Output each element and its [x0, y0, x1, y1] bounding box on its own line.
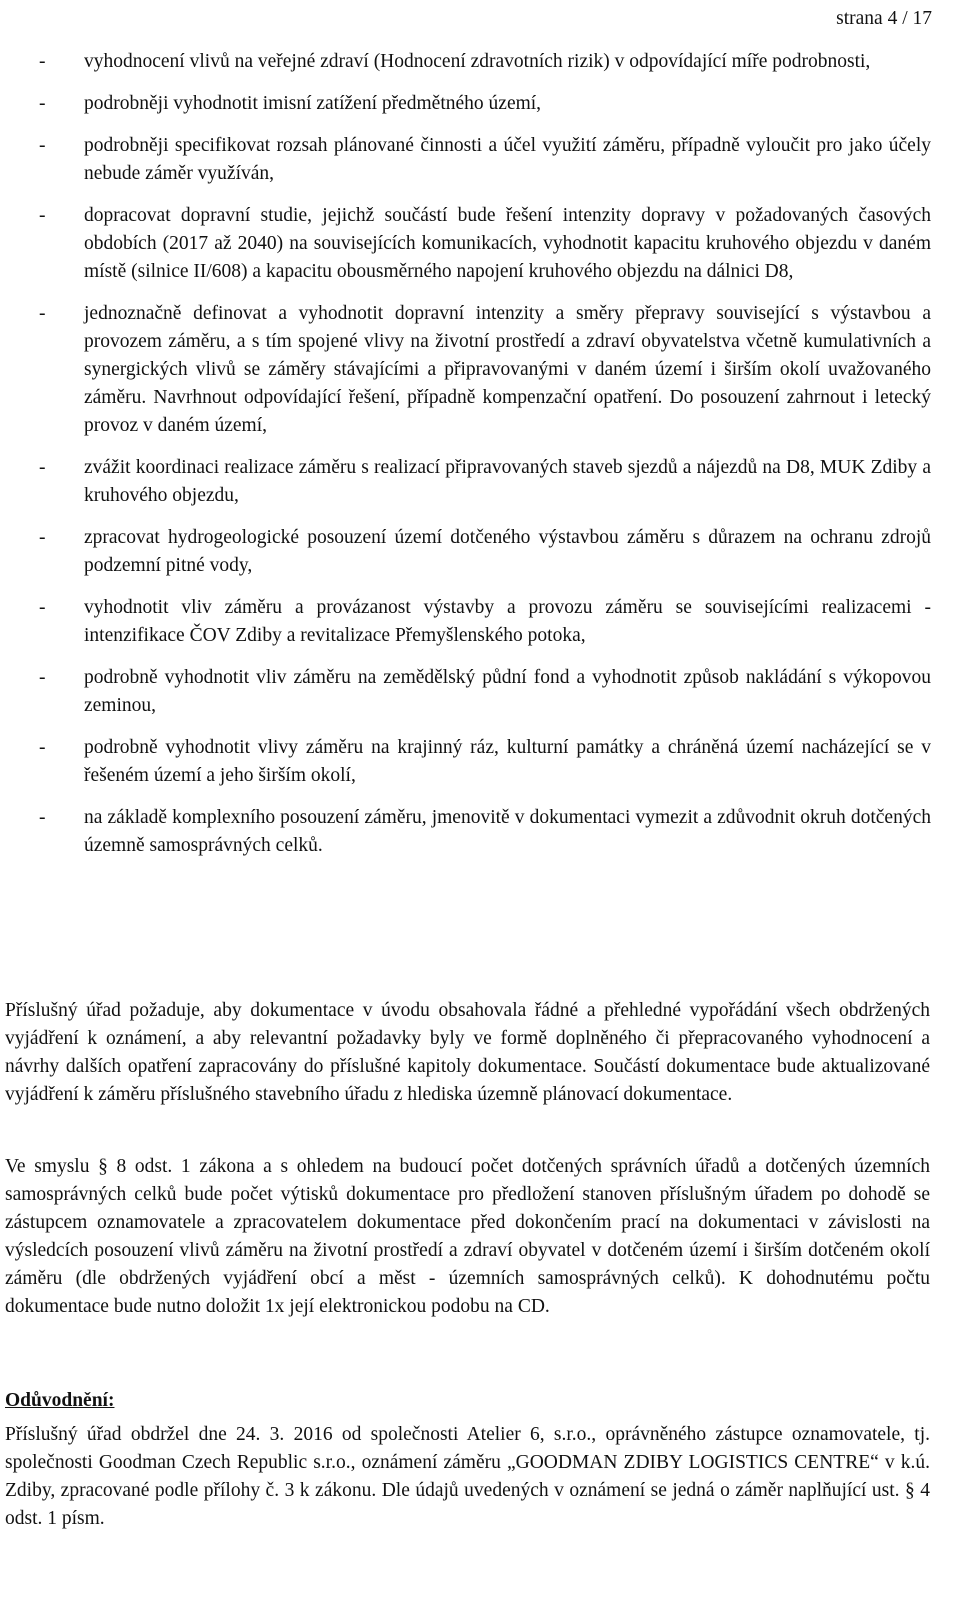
list-item	[39, 524, 931, 580]
list-item	[39, 132, 931, 188]
requirement-text: podrobněji vyhodnotit imisní zatížení předmětného území,	[84, 93, 542, 114]
requirement-text: podrobněji specifikovat rozsah plánované činnosti a účel využití záměru, případně vyloučit pro jako účely nebude záměr využíván,	[84, 135, 931, 184]
requirements-list	[0, 48, 960, 860]
list-item	[39, 454, 931, 510]
requirement-text: dopracovat dopravní studie, jejichž součástí bude řešení intenzity dopravy v požadovaných časových obdobích (2017 až 2040) na souvisejících komunikacích, vyhodnotit kapacitu kruhového objezdu v daném místě (silnice II/608) a kapacitu obousměrného napojení kruhového objezdu na dálnici D8,	[84, 205, 931, 282]
requirement-text: na základě komplexního posouzení záměru, jmenovitě v dokumentaci vymezit a zdůvodnit okruh dotčených územně samosprávných celků.	[84, 807, 931, 856]
requirement-text: zvážit koordinaci realizace záměru s realizací připravovaných staveb sjezdů a nájezdů na D8, MUK Zdiby a kruhového objezdu,	[84, 457, 931, 506]
bullet-dash: -	[39, 51, 46, 72]
copies-requirement-paragraph: Ve smyslu § 8 odst. 1 zákona a s ohledem na budoucí počet dotčených správních úřadů a dotčených územních samosprávných celků bude počet výtisků dokumentace pro předložení stanoven příslušným úřadem po dohodě se zástupcem oznamovatele a zpracovatelem dokumentace před dokončením prací na dokumentaci v závislosti na výsledcích posouzení vlivů záměru na životní prostředí a zdraví obyvatel v dotčeném území i širším dotčeném okolí záměru (dle obdržených vyjádření obcí a měst - územních samosprávných celků). K dohodnutému počtu dokumentace bude nutno doložit 1x její elektronickou podobu na CD.	[5, 1156, 930, 1317]
bullet-dash: -	[39, 667, 46, 688]
bullet-dash: -	[39, 135, 46, 156]
list-item	[39, 734, 931, 790]
list-item	[39, 48, 931, 76]
requirement-text: jednoznačně definovat a vyhodnotit dopravní intenzity a směry přepravy související s výstavbou a provozem záměru, a s tím spojené vlivy na životní prostředí a zdraví obyvatelstva včetně kumulativních a synergických vlivů se záměry stávajícími a připravovanými v daném území i širším okolí uvažovaného záměru. Navrhnout odpovídající řešení, případně kompenzační opatření. Do posouzení zahrnout i letecký provoz v daném území,	[84, 303, 931, 436]
bullet-dash: -	[39, 457, 46, 478]
list-item	[39, 90, 931, 118]
list-item	[39, 300, 931, 440]
list-item	[39, 594, 931, 650]
bullet-dash: -	[39, 205, 46, 226]
bullet-dash: -	[39, 93, 46, 114]
bullet-dash: -	[39, 807, 46, 828]
requirement-text: vyhodnocení vlivů na veřejné zdraví (Hodnocení zdravotních rizik) v odpovídající míře podrobnosti,	[84, 51, 871, 72]
requirement-text: podrobně vyhodnotit vliv záměru na zemědělský půdní fond a vyhodnotit způsob nakládání s výkopovou zeminou,	[84, 667, 931, 716]
bullet-dash: -	[39, 597, 46, 618]
bullet-dash: -	[39, 737, 46, 758]
list-item	[39, 664, 931, 720]
bullet-dash: -	[39, 527, 46, 548]
list-item	[39, 202, 931, 286]
page-number: strana 4 / 17	[836, 8, 932, 29]
justification-paragraph: Příslušný úřad obdržel dne 24. 3. 2016 od společnosti Atelier 6, s.r.o., oprávněného zástupce oznamovatele, tj. společnosti Goodman Czech Republic s.r.o., oznámení záměru „GOODMAN ZDIBY LOGISTICS CENTRE“ v k.ú. Zdiby, zpracované podle přílohy č. 3 k zákonu. Dle údajů uvedených v oznámení se jedná o záměr naplňující ust. § 4 odst. 1 písm.	[5, 1424, 930, 1529]
list-item	[39, 804, 931, 860]
justification-heading: Odůvodnění:	[5, 1390, 115, 1411]
requirement-text: vyhodnotit vliv záměru a provázanost výstavby a provozu záměru se souvisejícími realizacemi - intenzifikace ČOV Zdiby a revitalizace Přemyšlenského potoka,	[84, 597, 931, 646]
requirement-text: podrobně vyhodnotit vlivy záměru na krajinný ráz, kulturní památky a chráněná území nacházející se v řešeném území a jeho širším okolí,	[84, 737, 931, 786]
bullet-dash: -	[39, 303, 46, 324]
documentation-request-paragraph: Příslušný úřad požaduje, aby dokumentace v úvodu obsahovala řádné a přehledné vypořádání všech obdržených vyjádření k oznámení, a aby relevantní požadavky byly ve formě doplněného či přepracovaného vyhodnocení a návrhy dalších opatření zapracovány do příslušné kapitoly dokumentace. Součástí dokumentace bude aktualizované vyjádření k záměru příslušného stavebního úřadu z hlediska územně plánovací dokumentace.	[5, 1000, 930, 1105]
requirement-text: zpracovat hydrogeologické posouzení území dotčeného výstavbou záměru s důrazem na ochranu zdrojů podzemní pitné vody,	[84, 527, 931, 576]
